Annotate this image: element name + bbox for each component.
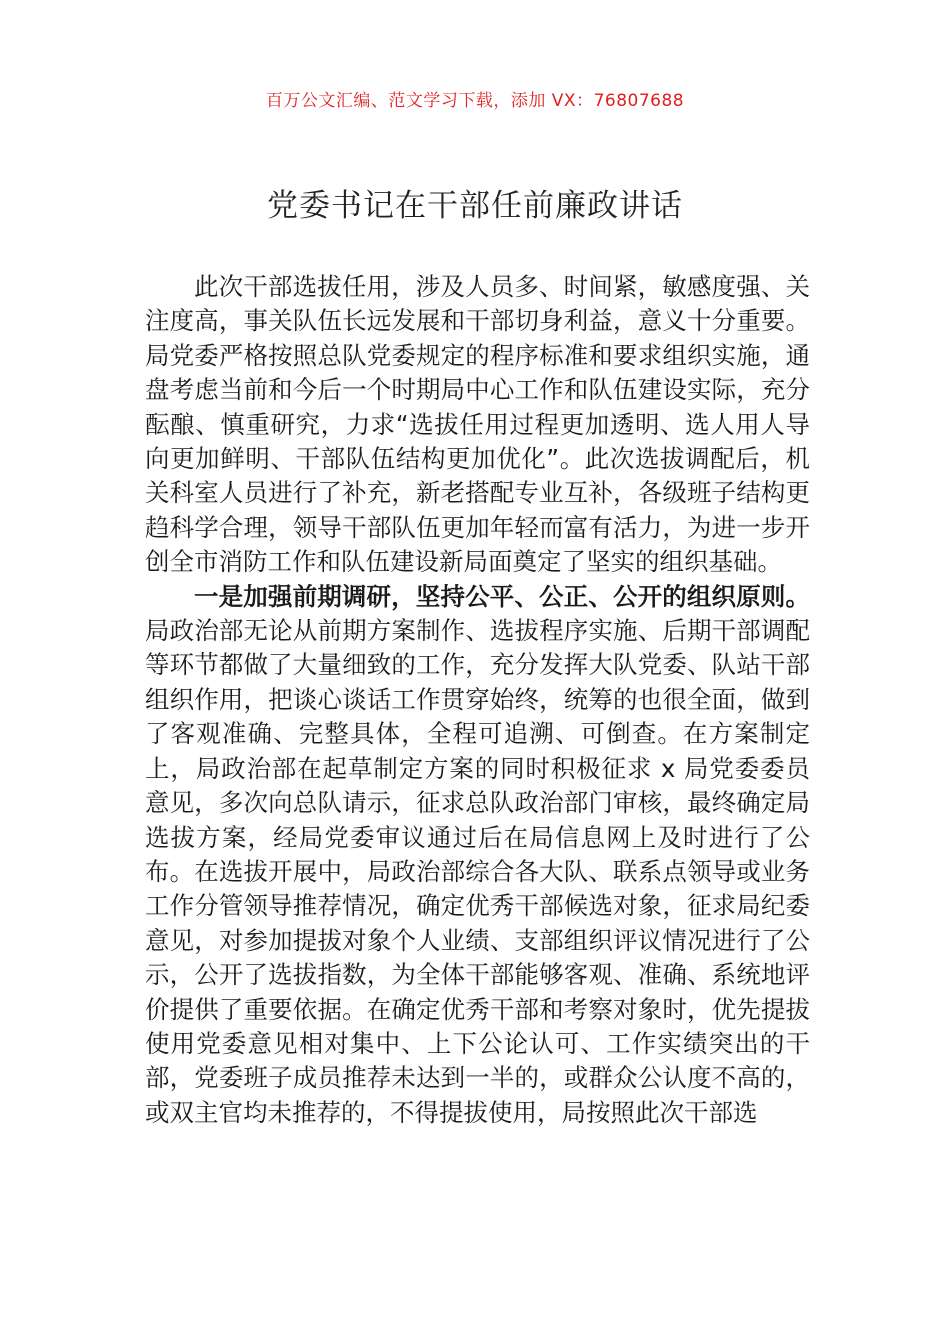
paragraph-text: 此次干部选拔任用，涉及人员多、时间紧，敏感度强、关注度高，事关队伍长远发展和干部切身利益，意义十分重要。局党委严格按照总队党委规定的程序标准和要求组织实施，通盘考虑当前和今后一个时期局中心工作和队伍建设实际，充分酝酿、慎重研究，力求“选拔任用过程更加透明、选人用人导向更加鲜明、干部队伍结构更加优化”。此次选拔调配后，机关科室人员进行了补充，新老搭配专业互补，各级班子结构更趋科学合理，领导干部队伍更加年轻而富有活力，为进一步开创全市消防工作和队伍建设新局面奠定了坚实的组织基础。 [145,272,810,577]
document-title: 党委书记在干部任前廉政讲话 [267,188,683,224]
header-banner: 百万公文汇编、范文学习下载，添加 VX：76807688 [265,91,685,111]
paragraph-text: 局政治部无论从前期方案制作、选拔程序实施、后期干部调配等环节都做了大量细致的工作，充分发挥大队党委、队站干部组织作用，把谈心谈话工作贯穿始终，统筹的也很全面，做到了客观准确、完整具体，全程可追溯、可倒查。在方案制定上，局政治部在起草制定方案的同时积极征求 x 局党委委员意见，多次向总队请示，征求总队政治部门审核，最终确定局选拔方案，经局党委审议通过后在局信息网上及时进行了公布。在选拔开展中，局政治部综合各大队、联系点领导或业务工作分管领导推荐情况，确定优秀干部候选对象，征求局纪委意见，对参加提拔对象个人业绩、支部组织评议情况进行了公示，公开了选拔指数，为全体干部能够客观、准确、系统地评价提供了重要依据。在确定优秀干部和考察对象时，优先提拔使用党委意见相对集中、上下公论认可、工作实绩突出的干部，党委班子成员推荐未达到一半的，或群众公认度不高的，或双主官均未推荐的，不得提拔使用，局按照此次干部选 [145,616,810,1127]
document-body [145,270,810,1130]
paragraph-point-one [145,580,810,1131]
paragraph-lead: 一是加强前期调研，坚持公平、公正、公开的组织原则。 [194,581,810,611]
paragraph-intro [145,270,810,580]
